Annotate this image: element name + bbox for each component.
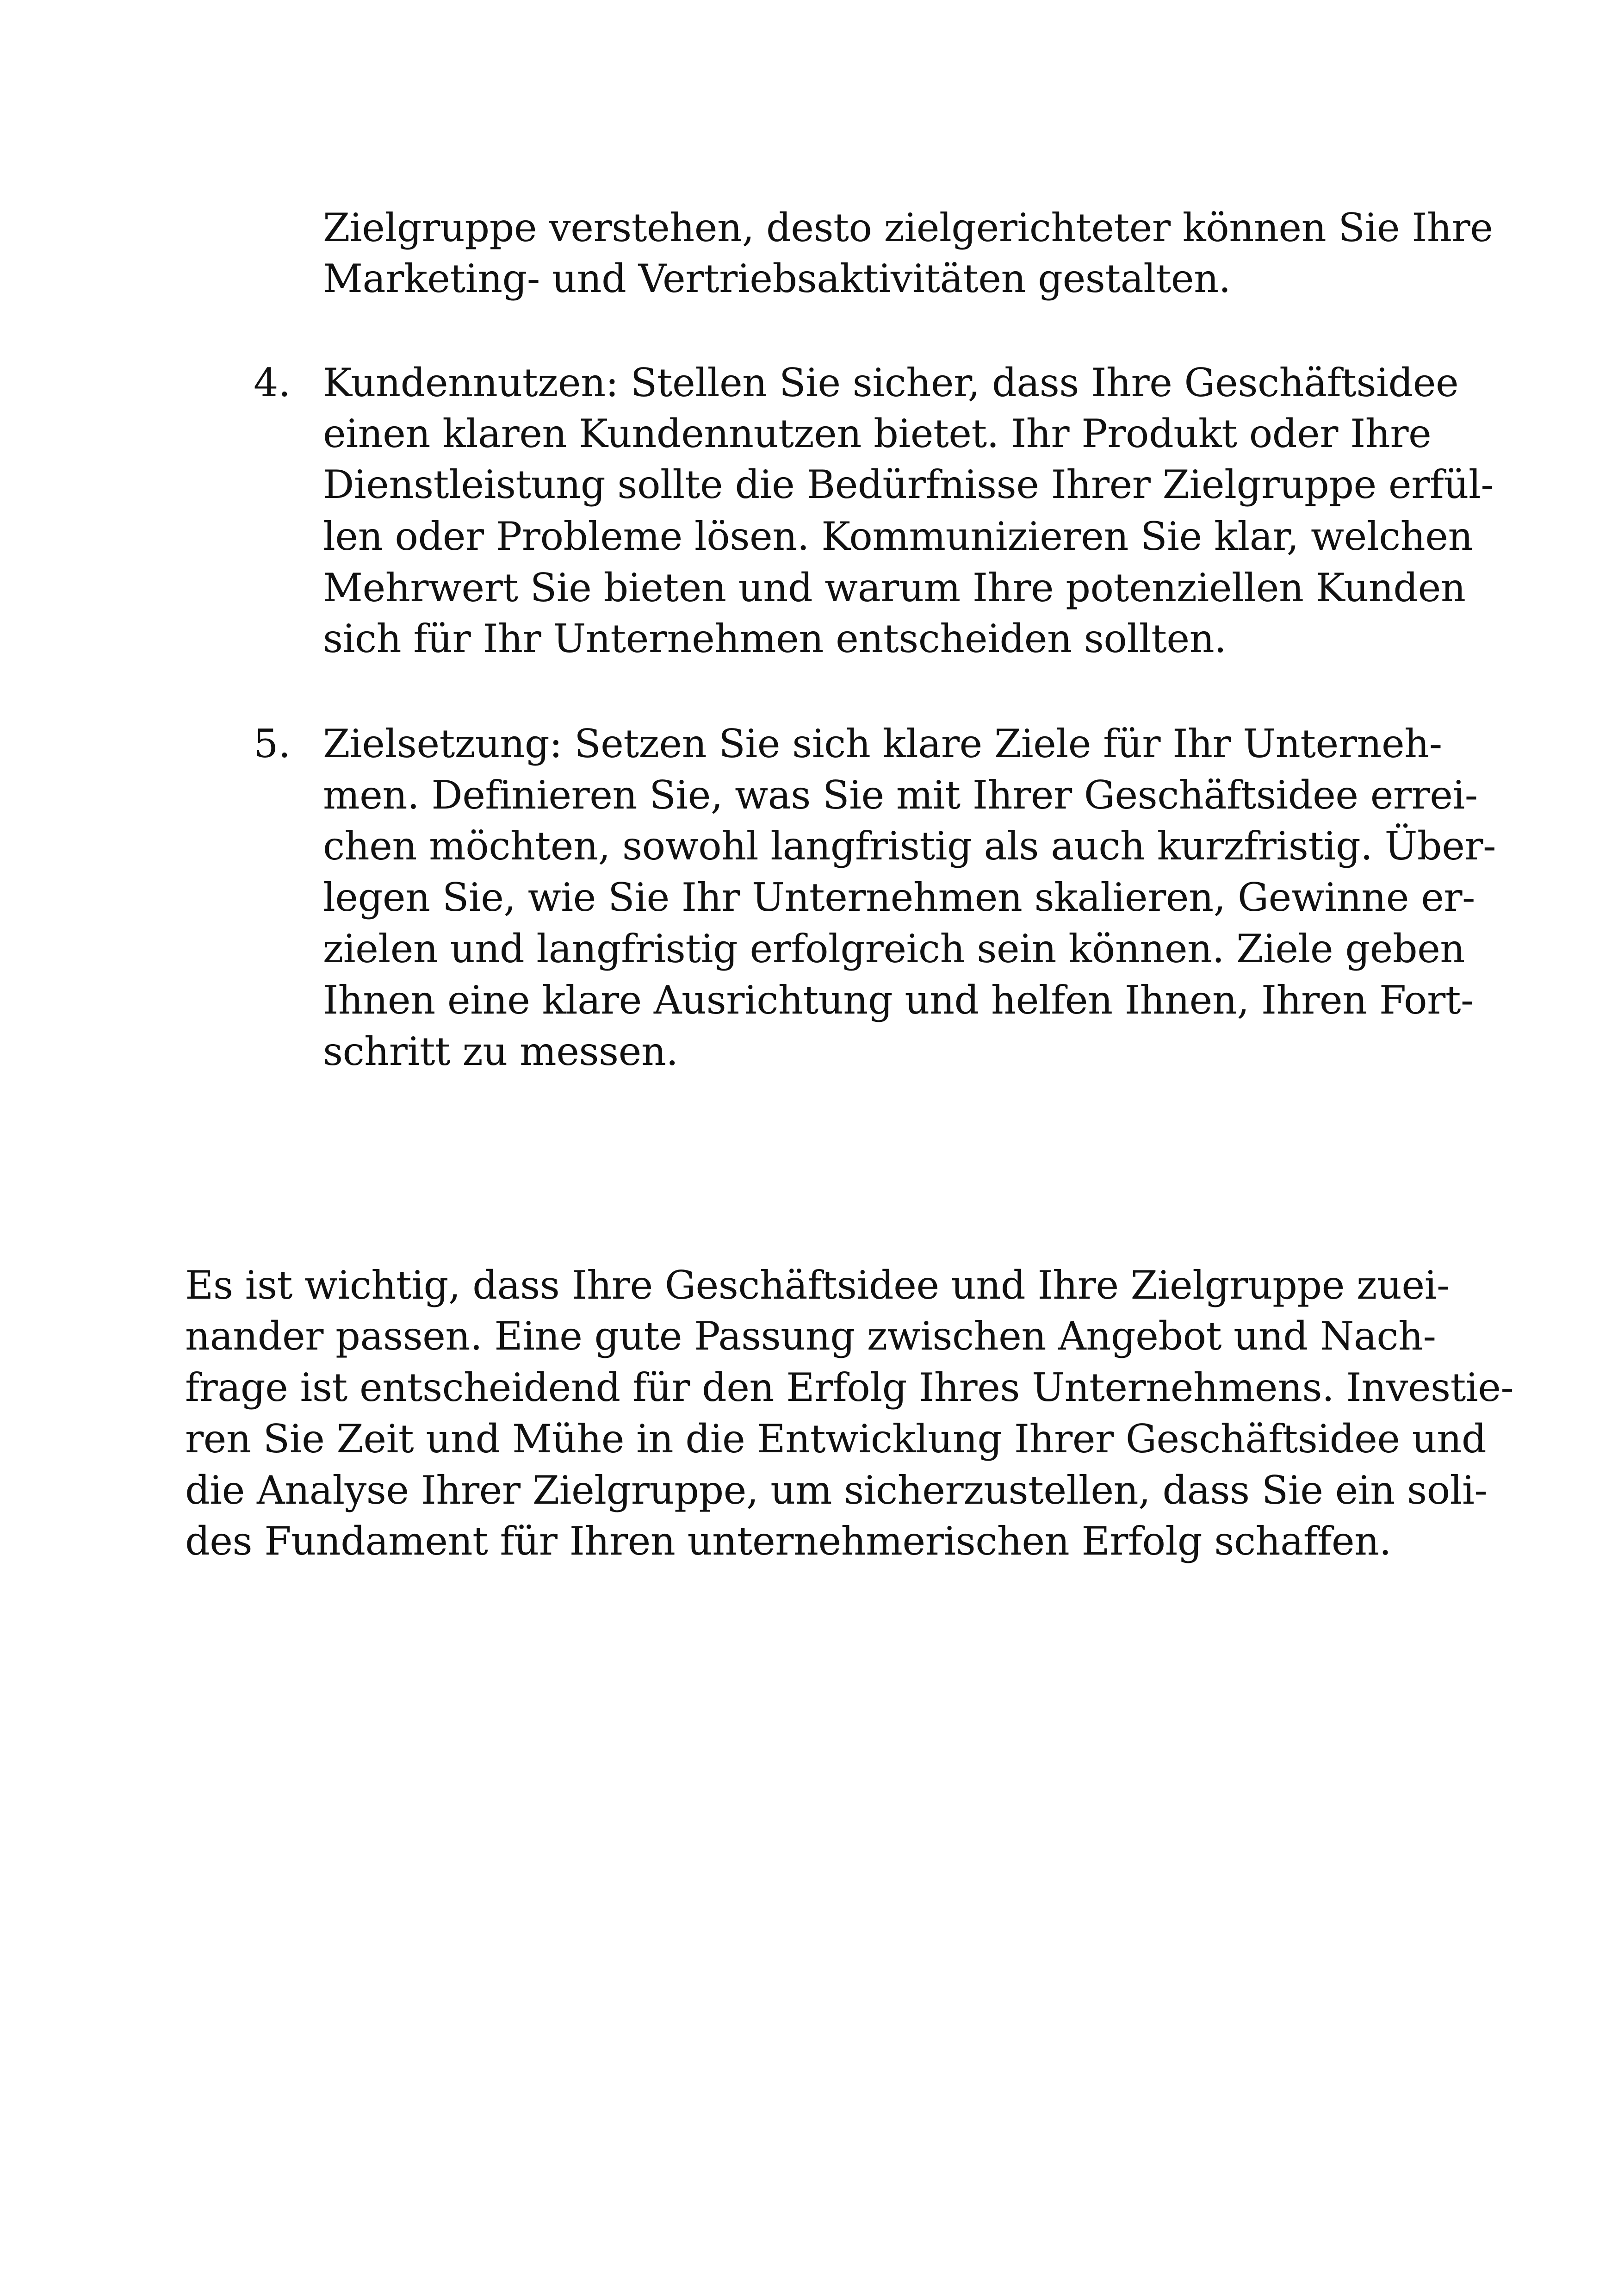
text-line: des Fundament für Ihren unternehmerischen Erfolg schaffen. (185, 1518, 1391, 1564)
text-line: Zielgruppe verstehen, desto zielgerichteter können Sie Ihre (323, 205, 1493, 250)
text-line: einen klaren Kundennutzen bietet. Ihr Produkt oder Ihre (323, 411, 1432, 456)
text-line: schritt zu messen. (323, 1029, 678, 1074)
text-line: Mehrwert Sie bieten und warum Ihre potenziellen Kunden (323, 565, 1466, 610)
text-line: die Analyse Ihrer Zielgruppe, um sicherzustellen, dass Sie ein soli- (185, 1468, 1488, 1513)
text-line: frage ist entscheidend für den Erfolg Ihres Unternehmens. Investie- (185, 1365, 1514, 1410)
text-line: sich für Ihr Unternehmen entscheiden sollten. (323, 616, 1227, 661)
text-line: zielen und langfristig erfolgreich sein können. Ziele geben (323, 926, 1465, 971)
text-line: len oder Probleme lösen. Kommunizieren Sie klar, welchen (323, 514, 1473, 559)
text-line: ren Sie Zeit und Mühe in die Entwicklung Ihrer Geschäftsidee und (185, 1416, 1487, 1462)
text-line: Es ist wichtig, dass Ihre Geschäftsidee und Ihre Zielgruppe zuei- (185, 1263, 1450, 1308)
text-line: chen möchten, sowohl langfristig als auch kurzfristig. Über- (323, 823, 1496, 869)
text-line: Zielsetzung: Setzen Sie sich klare Ziele für Ihr Unterneh- (323, 721, 1442, 766)
list-item-number: 5. (254, 721, 291, 766)
text-line: Dienstleistung sollte die Bedürfnisse Ihrer Zielgruppe erfül- (323, 462, 1494, 507)
text-line: nander passen. Eine gute Passung zwischen Angebot und Nach- (185, 1313, 1436, 1359)
text-line: Marketing- und Vertriebsaktivitäten gestalten. (323, 256, 1231, 301)
text-line: men. Definieren Sie, was Sie mit Ihrer Geschäftsidee errei- (323, 772, 1478, 818)
text-line: Ihnen eine klare Ausrichtung und helfen Ihnen, Ihren Fort- (323, 977, 1474, 1023)
text-line: Kundennutzen: Stellen Sie sicher, dass Ihre Geschäftsidee (323, 360, 1459, 405)
text-line: legen Sie, wie Sie Ihr Unternehmen skalieren, Gewinne er- (323, 875, 1475, 920)
list-item-number: 4. (254, 360, 291, 405)
